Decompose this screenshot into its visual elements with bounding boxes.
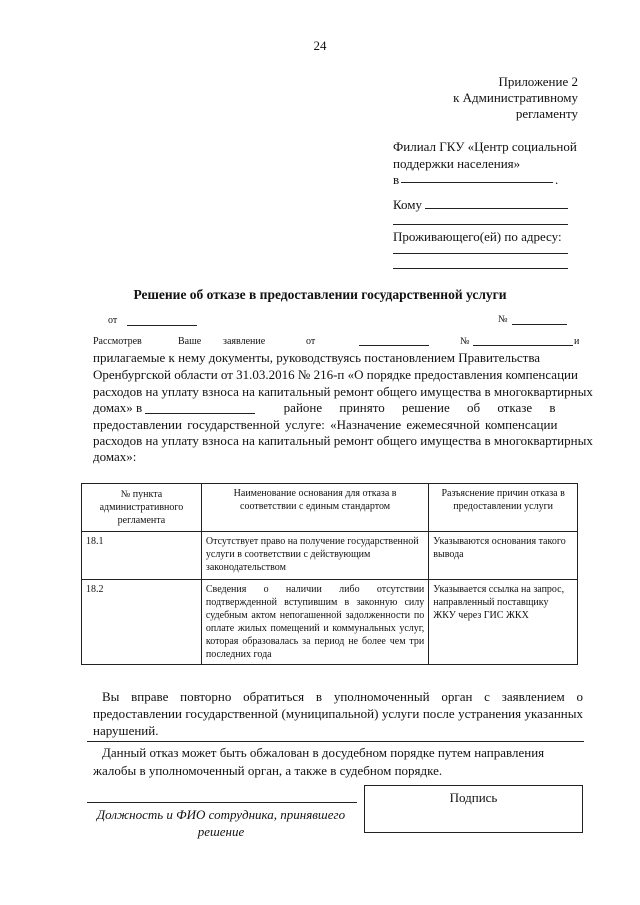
- paragraph-line-3: Оренбургской области от 31.03.2016 № 216-п «О порядке предоставления компенсации: [93, 367, 578, 382]
- appendix-line-1: Приложение 2: [498, 74, 578, 89]
- page-number: 24: [313, 38, 327, 53]
- line5-prefix: домах» в: [93, 400, 143, 415]
- district-field: [145, 413, 255, 414]
- cell-explanation: Указываются основания такого вывода: [429, 532, 578, 580]
- appeal-paragraph: Данный отказ может быть обжалован в досудебном порядке путем направления жалобы в уполномоченный орган, а также в судебном порядке.: [93, 745, 545, 778]
- paragraph-consideration: [93, 334, 581, 350]
- cell-explanation: Указывается ссылка на запрос, направленный поставщику ЖКУ через ГИС ЖКХ: [429, 580, 578, 665]
- branch-line-2: поддержки населения»: [393, 156, 521, 171]
- position-field: [87, 802, 357, 803]
- reapply-paragraph: Вы вправе повторно обратиться в уполномоченный орган с заявлением о предоставлении государственной (муниципальной) услуги после устранения указанных нарушений.: [93, 689, 583, 738]
- branch-name-field: [401, 182, 553, 183]
- application-date-field: [359, 345, 429, 346]
- line5-suffix: районе принято решение об отказе в: [283, 400, 556, 415]
- table-row: [82, 532, 578, 580]
- number-field: [512, 324, 567, 325]
- branch-line-1: Филиал ГКУ «Центр социальной: [393, 139, 577, 154]
- signature-label: Подпись: [449, 790, 498, 805]
- appendix-header: [396, 74, 578, 122]
- address-field-2: [393, 268, 568, 269]
- to-field: [425, 208, 568, 209]
- application-number-field: [473, 345, 573, 346]
- position-label: Должность и ФИО сотрудника, принявшего решение: [96, 807, 346, 839]
- word-ot: от: [306, 336, 316, 347]
- appendix-line-2: к Административному регламенту: [453, 90, 578, 121]
- number-label: №: [498, 314, 508, 325]
- date-from-label: от: [108, 315, 118, 326]
- to-field-2: [393, 224, 568, 225]
- table-header-row: [82, 484, 578, 532]
- word-zayavlenie: заявление: [223, 336, 266, 347]
- branch-dot: .: [555, 172, 559, 187]
- residing-label: Проживающего(ей) по адресу:: [393, 229, 562, 244]
- refusal-reasons-table: [81, 483, 578, 665]
- paragraph-line-6: предоставлении государственной услуге: «Назначение ежемесячной компенсации: [93, 417, 558, 432]
- date-field: [127, 325, 197, 326]
- branch-prefix: в: [393, 172, 400, 187]
- header-reason: Наименование основания для отказа в соответствии с единым стандартом: [201, 484, 428, 532]
- cell-reason: Отсутствует право на получение государственной услуги в соответствии с действующим законодательством: [201, 532, 428, 580]
- word-i: и: [574, 336, 580, 347]
- word-number-sign: №: [460, 336, 470, 347]
- paragraph-line-2: прилагаемые к нему документы, руководствуясь постановлением Правительства: [93, 350, 541, 365]
- header-explanation: Разъяснение причин отказа в предоставлении услуги: [429, 484, 578, 532]
- document-title: Решение об отказе в предоставлении государственной услуги: [133, 287, 507, 302]
- cell-clause-number: 18.2: [82, 580, 202, 665]
- word-vashe: Ваше: [178, 336, 202, 347]
- cell-reason: Сведения о наличии либо отсутствии подтвержденной вступившим в законную силу судебным актом непогашенной задолженности по оплате жилых помещений и коммунальных услуг, которая образовалась за период не более чем три последних года: [201, 580, 428, 665]
- paragraph-line-5: [93, 400, 583, 417]
- separator-line: [87, 741, 584, 742]
- paragraph-line-8: домах»:: [93, 449, 137, 464]
- to-label: Кому: [393, 197, 423, 212]
- word-rassmotrev: Рассмотрев: [93, 336, 142, 347]
- address-field-1: [393, 253, 568, 254]
- header-clause-number: № пункта административного регламента: [82, 484, 202, 532]
- signature-box: [364, 785, 583, 833]
- table-row: [82, 580, 578, 665]
- cell-clause-number: 18.1: [82, 532, 202, 580]
- paragraph-line-4: расходов на уплату взноса на капитальный ремонт общего имущества в многоквартирных: [93, 384, 593, 399]
- paragraph-line-7: расходов на уплату взноса на капитальный ремонт общего имущества в многоквартирных: [93, 433, 593, 448]
